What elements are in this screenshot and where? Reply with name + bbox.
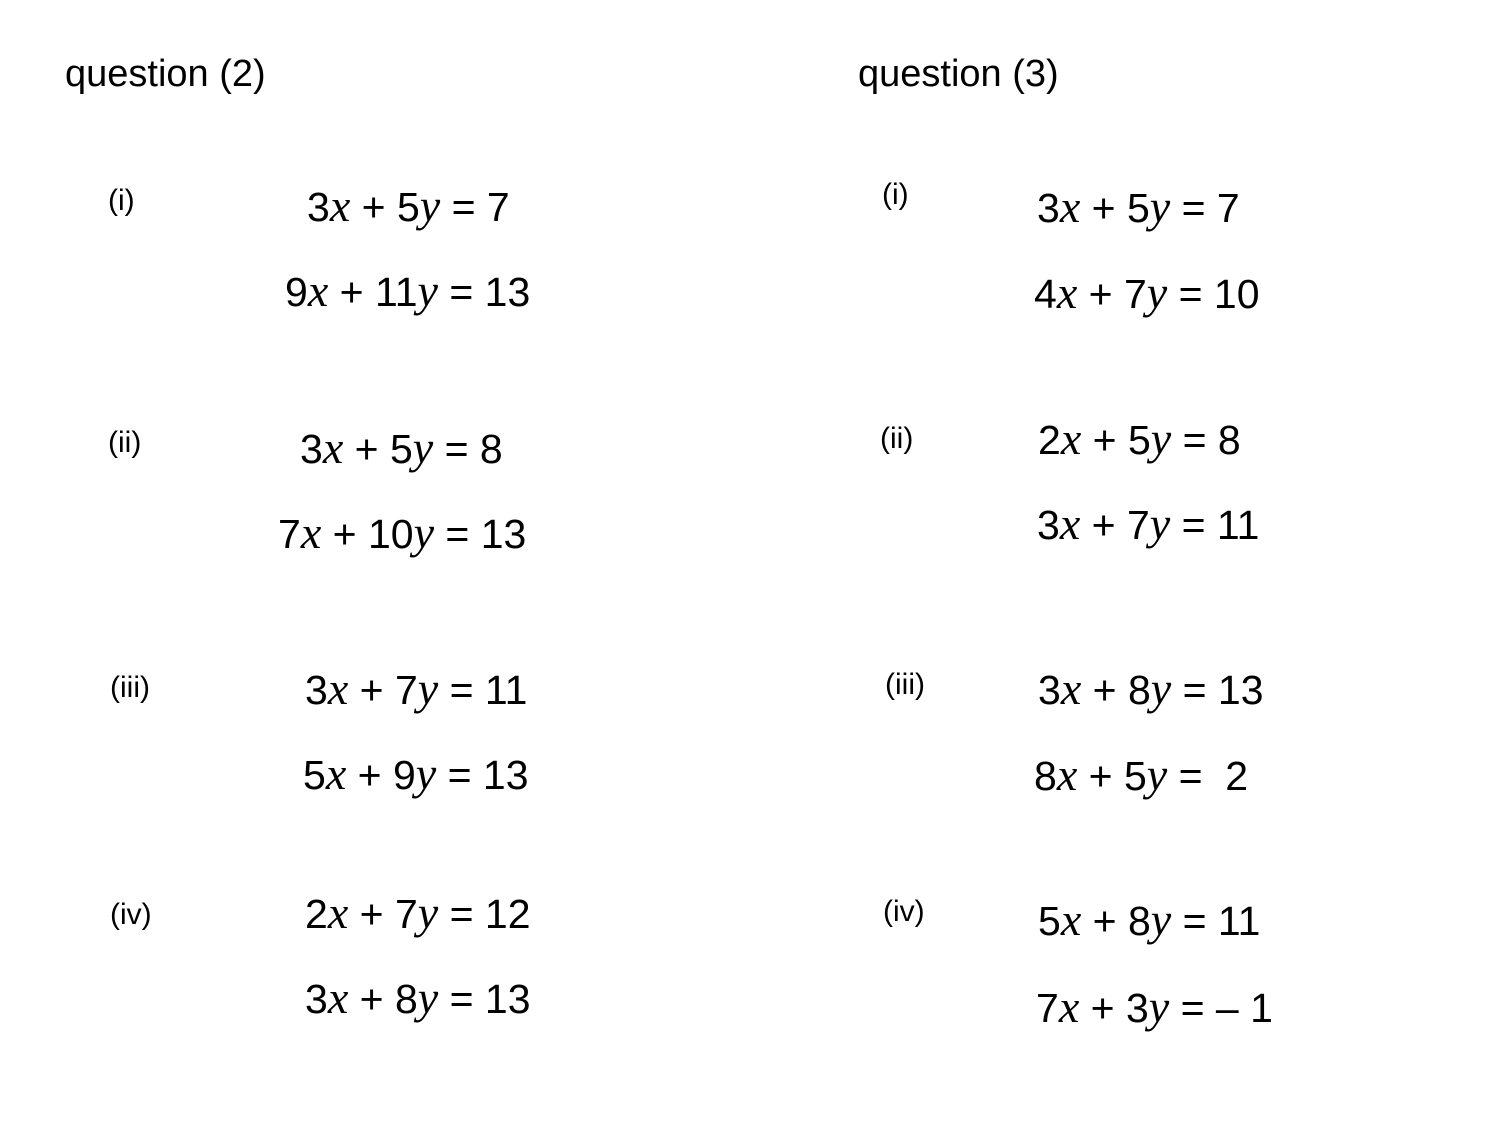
equation-text: = 10 (1167, 271, 1260, 317)
equation-text: = 8 (1171, 417, 1241, 463)
q3-part-i-eq2 (1034, 267, 1260, 318)
question-3-title: question (3) (858, 53, 1059, 95)
variable-x: x (1060, 413, 1082, 464)
q3-part-iv-eq2 (1036, 981, 1273, 1032)
equation-text: + 5 (1080, 185, 1150, 231)
q2-part-ii-eq2 (278, 507, 527, 558)
equation-text: = 11 (1171, 898, 1261, 944)
q3-part-iii-label: (iii) (885, 668, 925, 701)
equation-text: + 11 (328, 269, 418, 315)
q3-part-ii-eq1 (1038, 413, 1241, 464)
q3-part-iv-label: (iv) (883, 895, 925, 928)
variable-x: x (1060, 894, 1082, 945)
equation-text: 3 (1038, 667, 1061, 713)
equation-text: 3 (305, 976, 328, 1022)
equation-text: 3 (307, 184, 330, 230)
q3-part-ii-label: (ii) (880, 422, 914, 455)
equation-text: 7 (1036, 985, 1059, 1031)
variable-x: x (300, 507, 322, 558)
equation-text: + 5 (1077, 753, 1147, 799)
variable-y: y (1150, 413, 1172, 464)
equation-text: 3 (300, 426, 323, 472)
equation-text: + 7 (1080, 502, 1150, 548)
variable-x: x (1060, 663, 1082, 714)
equation-text: + 8 (1081, 898, 1151, 944)
equation-text: 2 (305, 891, 328, 937)
equation-text: = 13 (1171, 667, 1264, 713)
equation-text: + 7 (1077, 271, 1147, 317)
variable-y: y (419, 180, 441, 231)
variable-y: y (413, 507, 434, 558)
equation-text: + 7 (348, 667, 418, 713)
equation-text: 3 (305, 667, 328, 713)
equation-text: 7 (278, 511, 301, 557)
question-2-title: question (2) (65, 53, 266, 95)
equation-text: + 8 (348, 976, 418, 1022)
variable-y: y (417, 972, 439, 1023)
variable-x: x (1059, 181, 1081, 232)
equation-text: = 11 (438, 667, 528, 713)
q2-part-iii-eq1 (305, 663, 528, 714)
q2-part-iv-label: (iv) (110, 898, 152, 931)
q3-part-ii-eq2 (1037, 498, 1260, 549)
equation-text: = 7 (1170, 185, 1240, 231)
q2-part-ii-eq1 (300, 422, 503, 473)
equation-text: + 10 (321, 511, 414, 557)
variable-y: y (1150, 894, 1172, 945)
variable-x: x (1056, 267, 1078, 318)
equation-text: + 8 (1081, 667, 1151, 713)
variable-y: y (415, 748, 437, 799)
variable-x: x (1059, 498, 1081, 549)
equation-text: 8 (1034, 753, 1057, 799)
variable-y: y (1149, 498, 1171, 549)
q3-part-iii-eq2 (1034, 749, 1249, 800)
q2-part-i-eq2 (285, 265, 531, 316)
equation-text: + 9 (346, 752, 416, 798)
q2-part-iii-eq2 (303, 748, 529, 799)
equation-text: + 7 (348, 891, 418, 937)
equation-text: 2 (1038, 417, 1061, 463)
variable-x: x (327, 663, 349, 714)
variable-y: y (1150, 663, 1172, 714)
equation-text: = – 1 (1169, 985, 1273, 1031)
variable-x: x (1058, 981, 1080, 1032)
q3-part-iv-eq1 (1038, 894, 1261, 945)
variable-y: y (1149, 181, 1171, 232)
equation-text: = 12 (438, 891, 531, 937)
q3-part-iii-eq1 (1038, 663, 1264, 714)
equation-text: + 5 (350, 184, 420, 230)
equation-text: + 5 (1081, 417, 1151, 463)
variable-y: y (412, 422, 434, 473)
q3-part-i-eq1 (1037, 181, 1240, 232)
q2-part-iii-label: (iii) (110, 671, 150, 704)
q3-part-i-label: (i) (882, 178, 909, 211)
variable-x: x (327, 887, 349, 938)
variable-x: x (327, 972, 349, 1023)
q2-part-ii-label: (ii) (108, 426, 142, 459)
variable-y: y (1146, 267, 1168, 318)
variable-x: x (325, 748, 347, 799)
equation-text: 5 (303, 752, 326, 798)
equation-text: = 11 (1170, 502, 1260, 548)
equation-text: + 5 (343, 426, 413, 472)
equation-text: = 13 (438, 976, 531, 1022)
equation-text: 9 (285, 269, 308, 315)
equation-text: 3 (1037, 185, 1060, 231)
variable-y: y (1148, 981, 1170, 1032)
variable-y: y (417, 887, 439, 938)
q2-part-i-label: (i) (108, 184, 135, 217)
variable-x: x (329, 180, 351, 231)
variable-y: y (417, 663, 439, 714)
q2-part-iv-eq2 (305, 972, 531, 1023)
equation-text: 5 (1038, 898, 1061, 944)
equation-text: = 13 (434, 511, 527, 557)
variable-x: x (307, 265, 329, 316)
variable-y: y (1146, 749, 1168, 800)
equation-text: = 7 (440, 184, 510, 230)
variable-x: x (1056, 749, 1078, 800)
q2-part-iv-eq1 (305, 887, 531, 938)
equation-text: = 13 (436, 752, 529, 798)
equation-text: = 8 (433, 426, 503, 472)
q2-part-i-eq1 (307, 180, 510, 231)
equation-text: 3 (1037, 502, 1060, 548)
equation-text: 4 (1034, 271, 1057, 317)
equation-text: + 3 (1079, 985, 1149, 1031)
equation-text: = 2 (1167, 753, 1249, 799)
variable-x: x (322, 422, 344, 473)
variable-y: y (417, 265, 438, 316)
equation-text: = 13 (437, 269, 531, 315)
